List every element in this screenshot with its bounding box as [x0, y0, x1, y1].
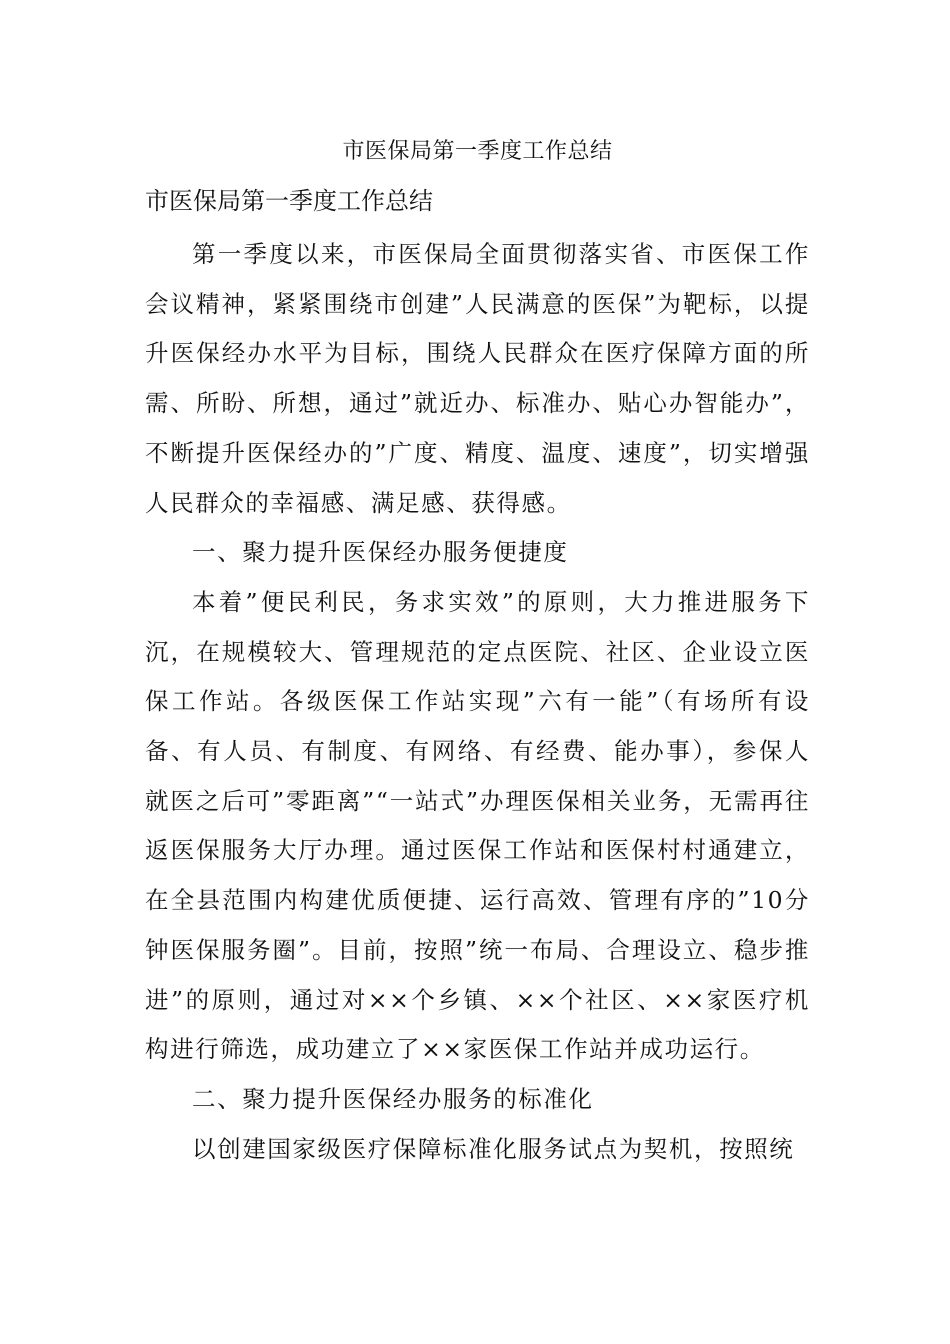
- document-subtitle: 市医保局第一季度工作总结: [145, 187, 433, 215]
- document-title: 市医保局第一季度工作总结: [342, 139, 613, 164]
- paragraph-section-1: 本着”便民利民，务求实效”的原则，大力推进服务下沉，在规模较大、管理规范的定点医院、社区、企业设立医保工作站。各级医保工作站实现”六有一能”（有场所有设备、有人员、有制度、有网络、有经费、能办事），参保人就医之后可”零距离”“一站式”办理医保相关业务，无需再往返医保服务大厅办理。通过医保工作站和医保村村通建立，在全县范围内构建优质便捷、运行高效、管理有序的”10分钟医保服务圈”。目前，按照”统一布局、合理设立、稳步推进”的原则，通过对××个乡镇、××个社区、××家医疗机构进行筛选，成功建立了××家医保工作站并成功运行。: [145, 587, 810, 1064]
- document-body: [145, 230, 810, 1174]
- paragraph-section-2: 以创建国家级医疗保障标准化服务试点为契机，按照统: [192, 1134, 795, 1163]
- section-heading-1: 一、聚力提升医保经办服务便捷度: [192, 538, 569, 567]
- paragraph-intro: 第一季度以来，市医保局全面贯彻落实省、市医保工作会议精神，紧紧围绕市创建”人民满意的医保”为靶标，以提升医保经办水平为目标，围绕人民群众在医疗保障方面的所需、所盼、所想，通过”就近办、标准办、贴心办智能办”，不断提升医保经办的”广度、精度、温度、速度”，切实增强人民群众的幸福感、满足感、获得感。: [145, 240, 810, 517]
- section-heading-2: 二、聚力提升医保经办服务的标准化: [192, 1084, 594, 1113]
